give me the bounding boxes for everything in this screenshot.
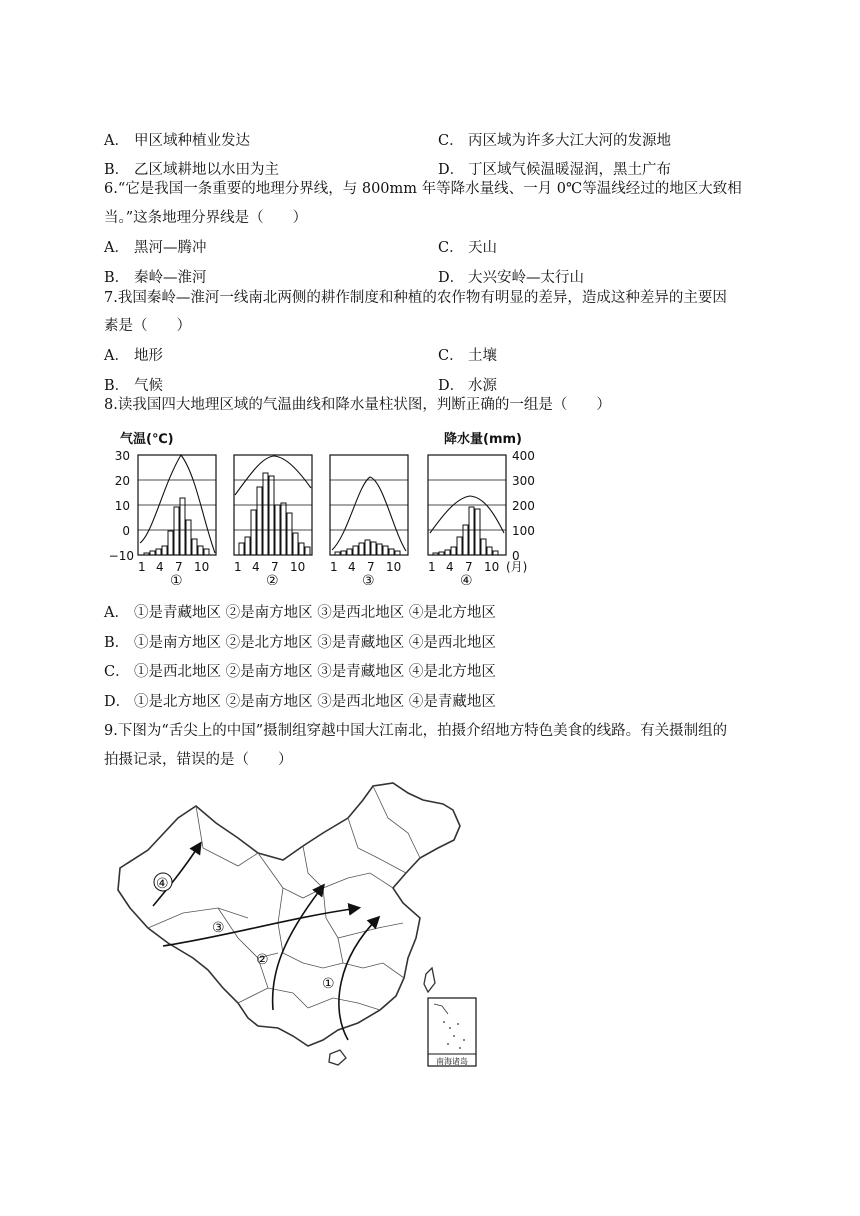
q7-option-c[interactable] <box>438 346 497 366</box>
q8-option-d[interactable] <box>104 692 496 712</box>
option-text: 秦岭—淮河 <box>134 270 207 286</box>
climate-charts-figure <box>108 425 548 585</box>
month-tick: 7 <box>367 560 375 574</box>
q9-stem-line2: 拍摄记录，错误的是（ ） <box>104 752 293 768</box>
option-label: B． <box>104 635 130 651</box>
q5-option-c[interactable] <box>438 131 671 151</box>
q6-option-c[interactable] <box>438 238 497 258</box>
taiwan-island <box>424 968 435 992</box>
chart-panel-3 <box>330 455 408 585</box>
right-tick: 100 <box>512 524 535 538</box>
q8-option-c[interactable] <box>104 662 496 682</box>
q8-option-a[interactable] <box>104 603 496 623</box>
q7-option-a[interactable] <box>104 346 163 366</box>
province-boundaries <box>148 786 420 1010</box>
option-label: A． <box>104 348 129 364</box>
option-text: ①是南方地区 ②是北方地区 ③是青藏地区 ④是西北地区 <box>134 635 496 651</box>
q6-option-b[interactable] <box>104 268 207 288</box>
option-label: D． <box>438 162 465 178</box>
option-label: B． <box>104 162 130 178</box>
q6-stem-line1: 6.“它是我国一条重要的地理分界线，与 800mm 年等降水量线、一月 0℃等温线经过的地区大致相 <box>104 181 742 197</box>
route-label-3-text: ③ <box>212 920 225 936</box>
route-label-4-text: ④ <box>156 876 169 892</box>
option-label: D． <box>438 270 465 286</box>
panel-label: ② <box>266 573 279 585</box>
month-tick: 4 <box>446 560 454 574</box>
month-tick: 1 <box>330 560 338 574</box>
option-text: 大兴安岭—太行山 <box>468 270 584 286</box>
chart-panel-2 <box>234 455 312 585</box>
option-label: C． <box>438 133 464 149</box>
month-tick: 1 <box>428 560 436 574</box>
left-tick: 0 <box>122 524 130 538</box>
option-label: D． <box>104 694 131 710</box>
south-china-sea-inset <box>428 998 476 1066</box>
left-tick: 30 <box>114 449 130 463</box>
month-tick: 10 <box>194 560 210 574</box>
q7-stem-line1: 7.我国秦岭—淮河一线南北两侧的耕作制度和种植的农作物有明显的差异，造成这种差异的主要因 <box>104 290 727 306</box>
month-tick: 7 <box>175 560 183 574</box>
panel-label: ① <box>170 573 183 585</box>
month-tick: 7 <box>271 560 279 574</box>
month-tick: 7 <box>465 560 473 574</box>
chart-panel-1 <box>138 455 216 585</box>
right-tick: 400 <box>512 449 535 463</box>
right-axis-title: 降水量(mm) <box>444 432 522 447</box>
option-text: 黑河—腾冲 <box>134 240 207 256</box>
month-tick: 10 <box>386 560 402 574</box>
q7-option-d[interactable] <box>438 376 497 396</box>
china-route-map <box>108 778 488 1070</box>
option-label: A． <box>104 133 129 149</box>
option-text: ①是北方地区 ②是南方地区 ③是西北地区 ④是青藏地区 <box>134 694 496 710</box>
option-text: 气候 <box>134 378 163 394</box>
option-label: B． <box>104 378 130 394</box>
left-tick: 20 <box>114 474 130 488</box>
q5-option-a[interactable] <box>104 131 250 151</box>
option-label: C． <box>438 348 464 364</box>
option-text: 丙区域为许多大江大河的发源地 <box>468 133 671 149</box>
q6-stem-line2: 当。”这条地理分界线是（ ） <box>104 210 308 226</box>
panel-label: ③ <box>362 573 375 585</box>
left-axis-title: 气温(℃) <box>120 432 174 447</box>
right-tick: 300 <box>512 474 535 488</box>
left-tick: −10 <box>108 549 134 563</box>
q8-option-b[interactable] <box>104 633 496 653</box>
route-label-1-text: ① <box>322 976 335 992</box>
q8-stem: 8.读我国四大地理区域的气温曲线和降水量柱状图，判断正确的一组是（ ） <box>104 397 611 413</box>
route-3 <box>163 908 358 946</box>
month-tick: 4 <box>348 560 356 574</box>
option-text: 土壤 <box>468 348 497 364</box>
option-label: C． <box>104 664 130 680</box>
month-tick: 4 <box>252 560 260 574</box>
q5-option-b[interactable] <box>104 160 279 180</box>
route-label-2-text: ② <box>256 952 269 968</box>
option-label: D． <box>438 378 465 394</box>
option-text: 地形 <box>134 348 163 364</box>
q9-stem-line1: 9.下图为“舌尖上的中国”摄制组穿越中国大江南北，拍摄介绍地方特色美食的线路。有关摄制组的 <box>104 723 728 739</box>
option-label: A． <box>104 605 129 621</box>
option-text: 丁区域气候温暖湿润，黑土广布 <box>468 162 671 178</box>
q5-option-d[interactable] <box>438 160 671 180</box>
option-text: 乙区域耕地以水田为主 <box>134 162 279 178</box>
option-text: 水源 <box>468 378 497 394</box>
option-label: A． <box>104 240 129 256</box>
china-outline <box>118 783 460 1046</box>
inset-caption: 南海诸岛 <box>436 1057 468 1066</box>
month-tick: 4 <box>156 560 164 574</box>
q7-stem-line2: 素是（ ） <box>104 318 191 334</box>
option-text: ①是青藏地区 ②是南方地区 ③是西北地区 ④是北方地区 <box>134 605 496 621</box>
panel-label: ④ <box>460 573 473 585</box>
month-tick: 10 <box>290 560 306 574</box>
option-text: ①是西北地区 ②是南方地区 ③是青藏地区 ④是北方地区 <box>134 664 496 680</box>
option-label: C． <box>438 240 464 256</box>
route-2 <box>273 886 323 1010</box>
hainan-island <box>329 1050 346 1065</box>
option-label: B． <box>104 270 130 286</box>
month-tick: 1 <box>234 560 242 574</box>
q7-option-b[interactable] <box>104 376 163 396</box>
q6-option-a[interactable] <box>104 238 207 258</box>
month-tick: 1 <box>138 560 146 574</box>
month-tick: 10 <box>484 560 500 574</box>
month-unit: (月) <box>506 560 528 574</box>
option-text: 天山 <box>468 240 497 256</box>
right-tick: 0 <box>512 549 520 563</box>
q6-option-d[interactable] <box>438 268 584 288</box>
option-text: 甲区域种植业发达 <box>134 133 250 149</box>
left-tick: 10 <box>114 499 130 513</box>
right-tick: 200 <box>512 499 535 513</box>
